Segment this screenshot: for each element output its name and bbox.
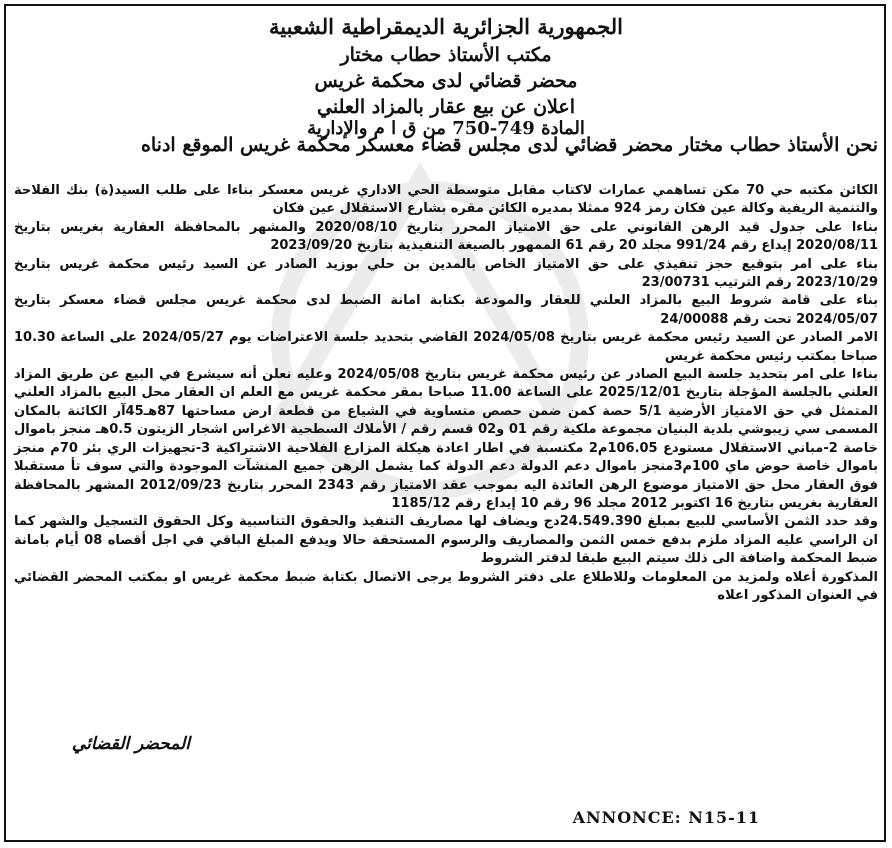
paragraph-sale-conditions: بناء على قامة شروط البيع بالمزاد العلني للعقار والمودعة بكتابة امانة الضبط لدى محكمة غريس مجلس قضاء معسكر بتاريخ 2024/05/07 تحت رقم 24/00088 — [14, 293, 878, 327]
bailiff-title: محضر قضائي لدى محكمة غريس — [314, 70, 578, 92]
signature-label: المحضر القضائي — [71, 734, 190, 754]
office-name: مكتب الأستاذ حطاب مختار — [340, 44, 552, 66]
paragraph-mortgage-registration: بناءا على جدول قيد الرهن القانوني على حق الامتياز المحرر بتاريخ 2020/08/10 والمشهر بالمحافظة العقارية بغريس بتاريخ 2020/08/11 إيداع رقم 991/24 مجلد 20 رقم 61 الممهور بالصيغة التنفيذية بتاريخ 2023/09/20 — [14, 219, 878, 254]
legal-article: المادة 749-750 من ق ا م والإدارية — [307, 118, 585, 139]
paragraph-objection-hearing: الامر الصادر عن السيد رئيس محكمة غريس بتاريخ 2024/05/08 القاضي بتحديد جلسة الاعتراضات يوم 2024/05/27 على الساعة 10.30 صباحا بمكتب رئيس محكمة غريس — [14, 330, 879, 364]
announcement-number: ANNONCE: N15-11 — [572, 808, 760, 827]
intro-statement: نحن الأستاذ حطاب مختار محضر قضائي لدى مجلس قضاء معسكر محكمة غريس الموقع ادناه — [140, 134, 878, 156]
republic-title: الجمهورية الجزائرية الديمقراطية الشعبية — [268, 14, 623, 39]
paragraph-seizure-order: بناء على امر بتوقيع حجز تنفيذي على حق الامتياز الخاص بالمدين بن حلي بوزيد الصادر عن السيد رئيس محكمة غريس بتاريخ 2023/10/29 رقم الترتيب 23/00731 — [14, 256, 878, 291]
paragraph-office-address: الكائن مكتبه حي 70 مكن تساهمي عمارات لاكتاب مقابل متوسطة الحي الاداري غريس معسكر بناءا على طلب السيد(ة) بنك الفلاحة والتنمية الريفية وكالة عين فكان رمز 924 ممثلا بمديره الكائن مقره بشارع الاستقلال عين فكان — [14, 183, 878, 217]
paragraph-base-price: وقد حدد الثمن الأساسي للبيع بمبلغ 24.549.390دج ويضاف لها مصاريف التنفيذ والحقوق التناسبية وكل الحقوق التسجيل والشهر كما ان الراسي عليه المزاد ملزم بدفع خمس الثمن والمصاريف والرسوم المستحقة حالا ويدفع المبلغ الباقي في اجل أقصاه 08 أيام بامانة ضبط المحكمة واضافة الى ذلك سيتم البيع طبقا لدفتر الشروط — [14, 514, 878, 567]
auction-notice-title: اعلان عن بيع عقار بالمزاد العلني — [317, 96, 575, 118]
paragraph-property-description: بناءا على امر بتحديد جلسة البيع الصادر عن رئيس محكمة غريس بتاريخ 2024/05/08 وعليه نعلن أنه سيشرع في البيع عن طريق المزاد العلني بالجلسة المؤجلة بتاريخ 2025/12/01 على الساعة 11.00 صباحا بمقر محكمة غريس مع العلم ان العقار محل البيع بالمزاد العلني المتمثل في حق الامتياز الأرضية 5/1 حصة كمن ضمن حصص متساوية في الشياع من قطعة ارض مساحتها 87هـ45آر الكائنة بالمكان المسمى سي زيبوشي بلدية البنيان مجموعة ملكية رقم 01 و02 قسم رقم / الأملاك السطحية الاغراس اشجار الزيتون 0.5هـ منجز باموال خاصة 2-مباني الاستقلال مستودع 106.05م2 مكتسبة في اطار اعادة هيكلة المزارع الفلاحية الاشتراكية 3-تجهيزات الري بئر 70م منجز باموال خاصة حوض ماي 100م3منجز باموال دعم الدولة دعم الدولة كما يشمل الرهن جميع المنشآت الموجودة والتي سوف تأ مستقبلا فوق العقار محل حق الامتياز موضوع الرهن العائدة اليه بموجب عقد الامتياز رقم 2343 المحرر بتاريخ 2012/09/23 المشهر بالمحافظة العقارية بغريس بتاريخ 16 اكتوبر 2012 مجلد 96 رقم 10 إيداع رقم 1185/12 — [14, 367, 879, 511]
notice-body — [14, 182, 878, 605]
paragraph-contact-info: المذكورة أعلاه ولمزيد من المعلومات وللاطلاع على دفتر الشروط يرجى الاتصال بكتابة ضبط محكمة غريس او بمكتب المحضر القضائي في العنوان المذكور اعلاه — [14, 569, 878, 603]
